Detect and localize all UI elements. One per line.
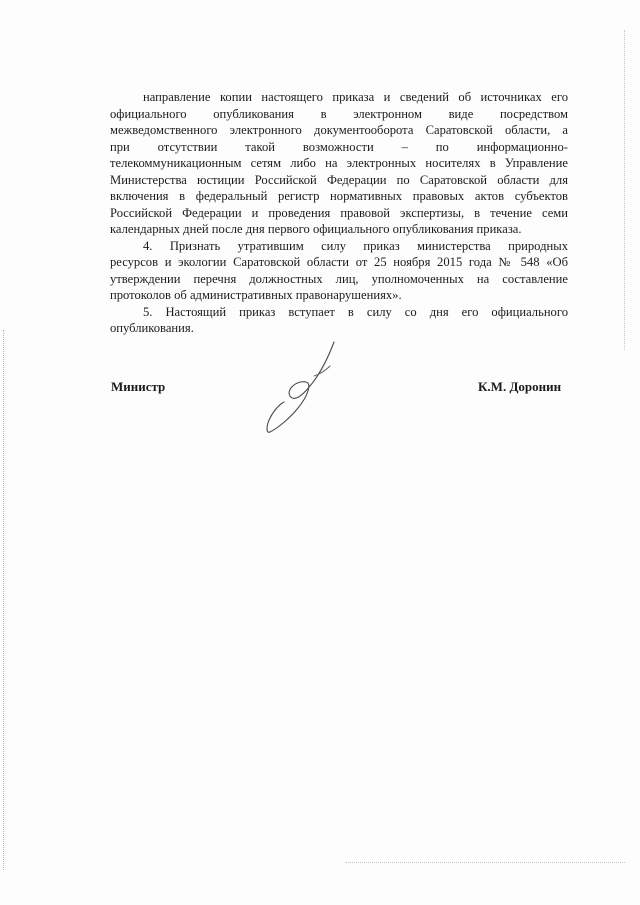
text-line: Российской Федерации и проведения правовой экспертизы, в течение семи xyxy=(110,205,568,220)
text-line: календарных дней после дня первого официального опубликования приказа. xyxy=(110,222,522,236)
text-line: опубликования. xyxy=(110,321,194,335)
item-4-line: 4. Признать утратившим силу приказ министерства природных xyxy=(143,238,568,253)
text-line: Министерства юстиции Российской Федерации по Саратовской области для xyxy=(110,172,568,187)
scan-edge-bottom xyxy=(345,862,625,864)
scan-edge-left xyxy=(3,330,5,870)
text-line: ресурсов и экологии Саратовской области от 25 ноября 2015 года № 548 «Об xyxy=(110,255,568,269)
signatory-name: К.М. Доронин xyxy=(478,379,562,394)
text-line: межведомственного электронного документооборота Саратовской области, а xyxy=(110,123,568,137)
text-line: включения в федеральный регистр нормативных правовых актов субъектов xyxy=(110,189,568,203)
text-line: протоколов об административных правонарушениях». xyxy=(110,288,402,302)
text-line: при отсутствии такой возможности – по информационно- xyxy=(110,139,568,154)
item-5-line: 5. Настоящий приказ вступает в силу со дня его официального xyxy=(143,304,568,319)
signatory-position: Министр xyxy=(111,379,166,394)
text-line: официального опубликования в электронном виде посредством xyxy=(110,106,568,121)
text-line: направление копии настоящего приказа и сведений об источниках его xyxy=(143,90,568,104)
document-body xyxy=(110,89,568,337)
handwritten-signature xyxy=(250,336,350,436)
scan-edge-right xyxy=(624,30,626,350)
text-line: телекоммуникационным сетям либо на электронных носителях в Управление xyxy=(110,156,568,170)
text-line: утверждении перечня должностных лиц, уполномоченных на составление xyxy=(110,271,568,286)
